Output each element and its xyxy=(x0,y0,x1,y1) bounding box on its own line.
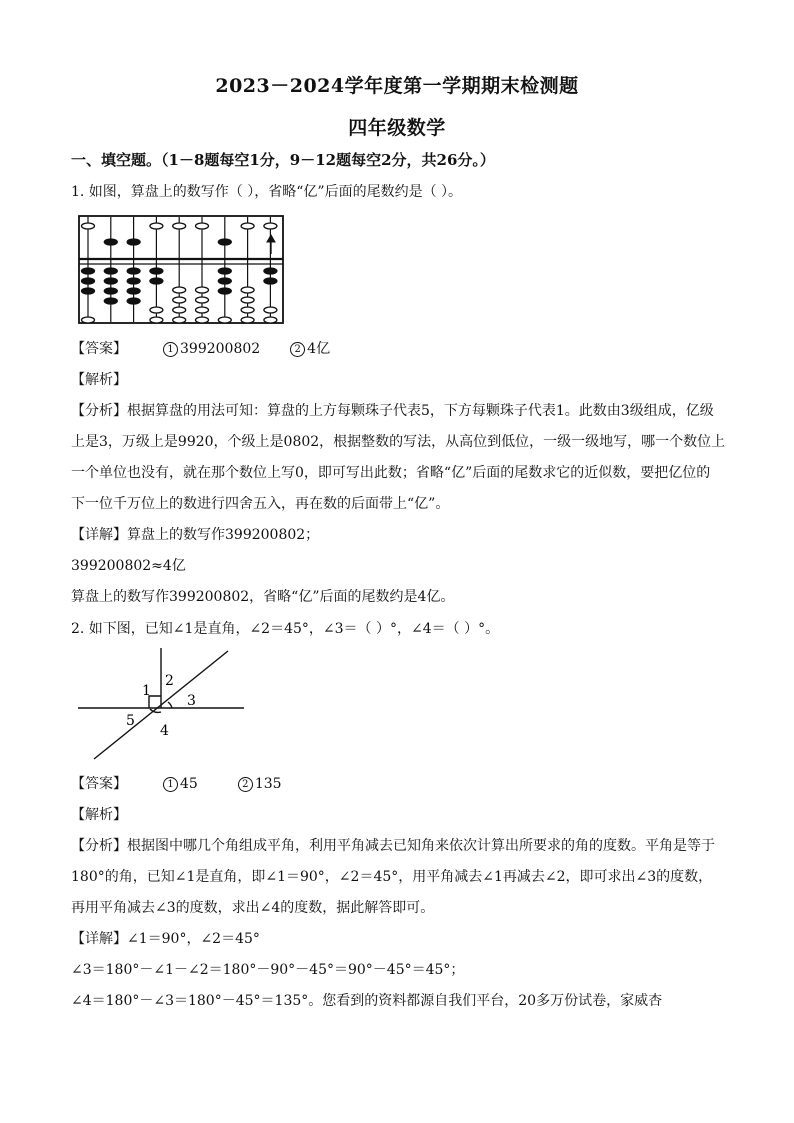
abacus-bead xyxy=(173,307,186,313)
abacus-beads xyxy=(82,217,277,323)
q2-detail-line-2: ∠3＝180°－∠1－∠2＝180°－90°－45°＝90°－45°＝45°； xyxy=(71,962,465,978)
abacus-bead xyxy=(218,317,231,323)
abacus-bead xyxy=(104,239,117,245)
q1-answer xyxy=(71,339,731,359)
abacus-bead xyxy=(241,223,254,229)
q1-detail-line-3: 算盘上的数写作399200802，省略“亿”后面的尾数约是4亿。 xyxy=(71,589,455,605)
abacus-bead xyxy=(104,288,117,294)
q2-analysis-line-3: 再用平角减去∠3的度数，求出∠4的度数，据此解答即可。 xyxy=(71,900,435,916)
q2-detail-line-3: ∠4＝180°－∠3＝180°－45°＝135°。您看到的资料都源自我们平台，20多万份试卷，家威杏 xyxy=(71,993,663,1009)
q1-detail-line-1: 【详解】算盘上的数写作399200802； xyxy=(71,527,320,543)
q1-detail-line-2: 399200802≈4亿 xyxy=(71,558,186,574)
answer-2-marker: 2 xyxy=(238,777,253,792)
abacus-bead xyxy=(82,317,95,323)
angle-label-3: 3 xyxy=(187,693,196,709)
abacus-bead xyxy=(127,239,140,245)
answer-2-marker: 2 xyxy=(290,342,305,357)
abacus-arrow-icon xyxy=(267,235,275,254)
abacus-bead xyxy=(173,297,186,303)
abacus-bead xyxy=(127,288,140,294)
abacus-bead xyxy=(104,268,117,274)
answer-label: 【答案】 xyxy=(71,776,127,792)
abacus-bead xyxy=(150,268,163,274)
section-heading: 一、填空题。（1－8题每空1分，9－12题每空2分，共26分。） xyxy=(71,151,495,169)
document-title: 2023－2024学年度第一学期期末检测题 xyxy=(215,75,579,97)
abacus-bead xyxy=(218,278,231,284)
abacus-bead xyxy=(264,278,277,284)
q1-analysis-line-4: 下一位千万位上的数进行四舍五入，再在数的后面带上“亿”。 xyxy=(71,496,450,512)
abacus-bead xyxy=(127,268,140,274)
abacus-bead xyxy=(264,268,277,274)
abacus-bead xyxy=(241,297,254,303)
abacus-bead xyxy=(150,278,163,284)
abacus-bead xyxy=(241,287,254,293)
abacus-bead xyxy=(173,317,186,323)
abacus-bead xyxy=(150,317,163,323)
q1-answer-1: 399200802 xyxy=(180,341,261,357)
answer-1-marker: 1 xyxy=(163,777,178,792)
q2-stem: 2. 如下图，已知∠1是直角，∠2＝45°，∠3＝（ ）°，∠4＝（ ）°。 xyxy=(71,621,500,637)
q1-stem: 1. 如图，算盘上的数写作（ ），省略“亿”后面的尾数约是（ ）。 xyxy=(71,184,463,200)
abacus-bead xyxy=(264,317,277,323)
abacus-bead xyxy=(241,307,254,313)
abacus-bead xyxy=(127,298,140,304)
q2-analysis-label: 【解析】 xyxy=(71,807,127,823)
q1-answer-2: 4亿 xyxy=(307,341,331,357)
abacus-bead xyxy=(173,287,186,293)
abacus-bead xyxy=(241,317,254,323)
abacus-bead xyxy=(127,278,140,284)
abacus-bead xyxy=(196,297,209,303)
answer-1-marker: 1 xyxy=(163,342,178,357)
angle-lines xyxy=(78,648,244,759)
abacus-bead xyxy=(150,223,163,229)
q2-analysis-line-1: 【分析】根据图中哪几个角组成平角，利用平角减去已知角来依次计算出所要求的角的度数。平角是等于 xyxy=(71,838,715,854)
abacus-bead xyxy=(218,239,231,245)
abacus-bead xyxy=(82,278,95,284)
abacus-figure xyxy=(76,214,288,326)
q2-detail-line-1: 【详解】∠1＝90°，∠2＝45° xyxy=(71,931,260,947)
abacus-bead xyxy=(264,223,277,229)
document-subtitle: 四年级数学 xyxy=(348,117,446,139)
angle-label-2: 2 xyxy=(165,673,174,689)
abacus-bead xyxy=(82,288,95,294)
abacus-bead xyxy=(104,278,117,284)
angle-label-4: 4 xyxy=(160,723,169,739)
q1-analysis-label: 【解析】 xyxy=(71,372,127,388)
q2-analysis-line-2: 180°的角，已知∠1是直角，即∠1＝90°，∠2＝45°，用平角减去∠1再减去∠2，即可求出∠3的度数， xyxy=(71,869,713,885)
abacus-bead xyxy=(218,268,231,274)
q2-answer-1: 45 xyxy=(180,776,198,792)
abacus-bead xyxy=(264,307,277,313)
q1-analysis-line-2: 上是3，万级上是9920，个级上是0802，根据整数的写法，从高位到低位，一级一级地写，哪一个数位上 xyxy=(71,434,726,450)
abacus-bead xyxy=(196,317,209,323)
abacus-bead xyxy=(196,223,209,229)
q2-answer-2: 135 xyxy=(254,776,282,792)
abacus-bead xyxy=(196,307,209,313)
q2-answer xyxy=(71,774,731,794)
abacus-bead xyxy=(82,268,95,274)
abacus-bead xyxy=(196,287,209,293)
abacus-bead xyxy=(82,223,95,229)
abacus-bead xyxy=(218,288,231,294)
abacus-bead xyxy=(104,298,117,304)
q1-analysis-line-1: 【分析】根据算盘的用法可知：算盘的上方每颗珠子代表5，下方每颗珠子代表1。此数由3级组成，亿级 xyxy=(71,403,714,419)
answer-label: 【答案】 xyxy=(71,341,127,357)
q1-analysis-line-3: 一个单位也没有，就在那个数位上写0，即可写出此数；省略“亿”后面的尾数求它的近似数，要把亿位的 xyxy=(71,465,711,481)
angle-figure xyxy=(76,645,252,763)
abacus-bead xyxy=(150,307,163,313)
angle-label-1: 1 xyxy=(142,683,151,699)
abacus-bead xyxy=(173,223,186,229)
angle-label-5: 5 xyxy=(126,713,135,729)
